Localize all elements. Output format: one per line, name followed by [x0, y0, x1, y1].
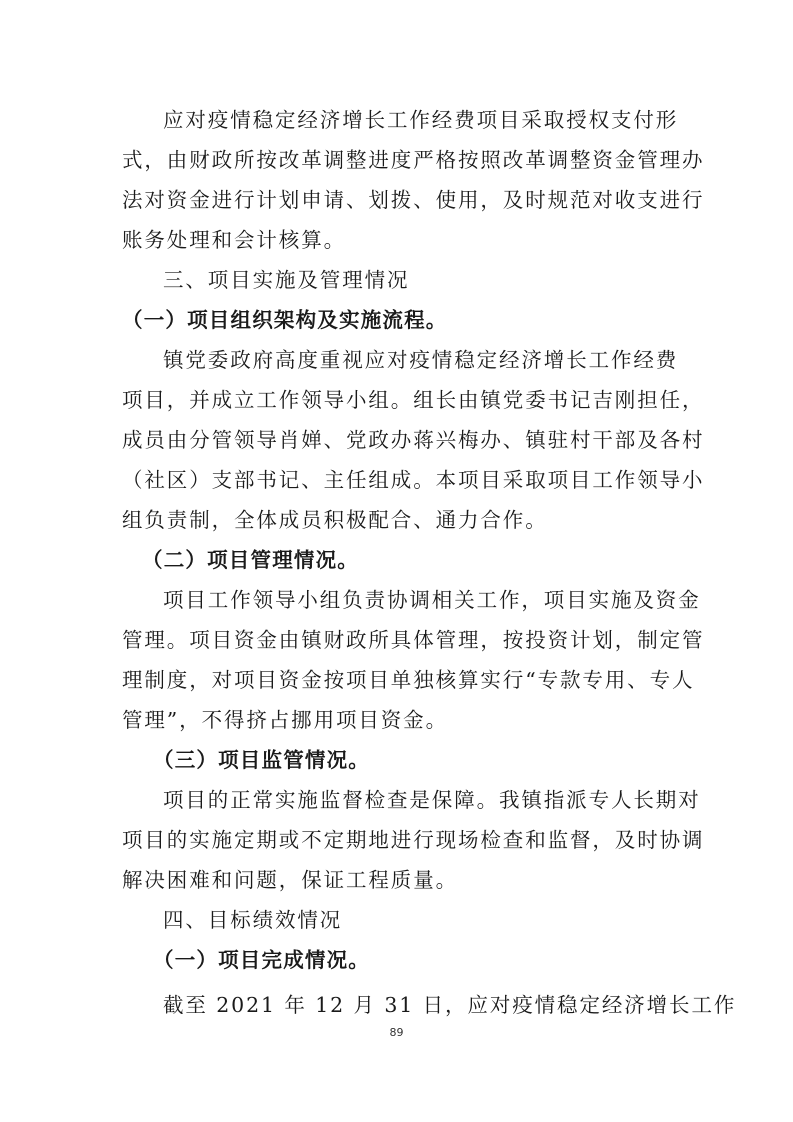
section-heading: 三、项目实施及管理情况	[163, 268, 410, 292]
paragraph-line: 解决困难和问题，保证工程质量。	[122, 868, 458, 892]
paragraph-line: 法对资金进行计划申请、划拨、使用，及时规范对收支进行	[122, 188, 705, 212]
paragraph-line: 理制度，对项目资金按项目单独核算实行“专款专用、专人	[122, 668, 695, 692]
section-heading: 四、目标绩效情况	[163, 908, 343, 932]
paragraph-line: 镇党委政府高度重视应对疫情稳定经济增长工作经费	[163, 348, 679, 372]
paragraph-line: 账务处理和会计核算。	[122, 228, 346, 252]
paragraph-line: 项目，并成立工作领导小组。组长由镇党委书记吉刚担任，	[122, 388, 705, 412]
subsection-heading: （三）项目监管情况。	[153, 748, 370, 772]
paragraph-line: 项目工作领导小组负责协调相关工作，项目实施及资金	[163, 588, 701, 612]
paragraph-line: 项目的实施定期或不定期地进行现场检查和监督，及时协调	[122, 828, 705, 852]
paragraph-line: 组负责制，全体成员积极配合、通力合作。	[122, 508, 548, 532]
page-number: 89	[389, 1026, 404, 1039]
subsection-heading: （一）项目组织架构及实施流程。	[122, 308, 448, 332]
subsection-heading: （二）项目管理情况。	[142, 548, 359, 572]
paragraph-line: （社区）支部书记、主任组成。本项目采取项目工作领导小	[122, 468, 705, 492]
paragraph-line: 管理。项目资金由镇财政所具体管理，按投资计划，制定管	[122, 628, 705, 652]
paragraph-line: 式，由财政所按改革调整进度严格按照改革调整资金管理办	[122, 148, 705, 172]
paragraph-line: 截至 2021 年 12 月 31 日，应对疫情稳定经济增长工作	[163, 993, 737, 1017]
paragraph-line: 管理”，不得挤占挪用项目资金。	[122, 708, 448, 732]
paragraph-line: 成员由分管领导肖婵、党政办蒋兴梅办、镇驻村干部及各村	[122, 428, 705, 452]
paragraph-line: 应对疫情稳定经济增长工作经费项目采取授权支付形	[163, 108, 679, 132]
paragraph-line: 项目的正常实施监督检查是保障。我镇指派专人长期对	[163, 788, 701, 812]
subsection-heading: （一）项目完成情况。	[153, 948, 370, 972]
